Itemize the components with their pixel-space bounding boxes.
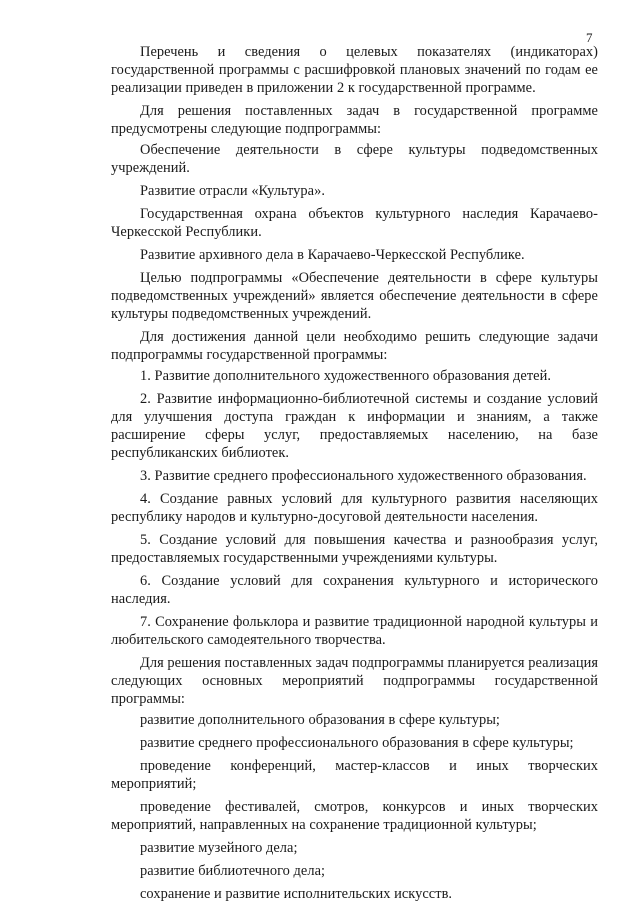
subprogram-item: Развитие архивного дела в Карачаево-Черкесской Республике. (140, 247, 525, 263)
task-item: 3. Развитие среднего профессионального художественного образования. (140, 468, 587, 484)
subprogram-item: Обеспечение деятельности в сфере культуры подведомственных учреждений. (111, 142, 598, 176)
paragraph: Перечень и сведения о целевых показателях (индикаторах) государственной программы с расшифровкой плановых значений по годам ее реализации приведен в приложении 2 к государственной программе. (111, 44, 598, 96)
paragraph: Для достижения данной цели необходимо решить следующие задачи подпрограммы государственной программы: (111, 329, 598, 363)
paragraph: Целью подпрограммы «Обеспечение деятельности в сфере культуры подведомственных учреждений» является обеспечение деятельности в сфере культуры подведомственных учреждений. (111, 270, 598, 322)
measure-item: сохранение и развитие исполнительских искусств. (140, 886, 453, 902)
task-item: 5. Создание условий для повышения качества и разнообразия услуг, предоставляемых государственными учреждениями культуры. (111, 532, 598, 566)
task-item: 4. Создание равных условий для культурного развития населяющих республику народов и культурно-досуговой деятельности населения. (111, 491, 598, 525)
measure-item: развитие среднего профессионального образования в сфере культуры; (140, 735, 574, 751)
paragraph: Для решения поставленных задач в государственной программе предусмотрены следующие подпрограммы: (111, 103, 598, 137)
page-number: 7 (586, 30, 593, 45)
subprogram-item: Развитие отрасли «Культура». (140, 183, 326, 199)
task-item: 1. Развитие дополнительного художественного образования детей. (140, 368, 551, 384)
measure-item: развитие дополнительного образования в сфере культуры; (140, 712, 500, 728)
document-body (111, 43, 598, 908)
paragraph: Для решения поставленных задач подпрограммы планируется реализация следующих основных мероприятий подпрограммы государственной программы: (111, 655, 599, 707)
measure-item: развитие библиотечного дела; (140, 863, 326, 879)
measure-item: проведение конференций, мастер-классов и иных творческих мероприятий; (111, 758, 598, 792)
task-item: 6. Создание условий для сохранения культурного и исторического наследия. (111, 573, 598, 607)
task-item: 2. Развитие информационно-библиотечной системы и создание условий для улучшения доступа граждан к информации и знаниям, а также расширение сферы услуг, предоставляемых населению, на базе республиканских библиотек. (111, 391, 598, 461)
measure-item: развитие музейного дела; (140, 840, 298, 856)
measure-item: проведение фестивалей, смотров, конкурсов и иных творческих мероприятий, направленных на сохранение традиционной культуры; (111, 799, 598, 833)
task-item: 7. Сохранение фольклора и развитие традиционной народной культуры и любительского самодеятельного творчества. (111, 614, 598, 648)
subprogram-item: Государственная охрана объектов культурного наследия Карачаево-Черкесской Республики. (111, 206, 598, 240)
